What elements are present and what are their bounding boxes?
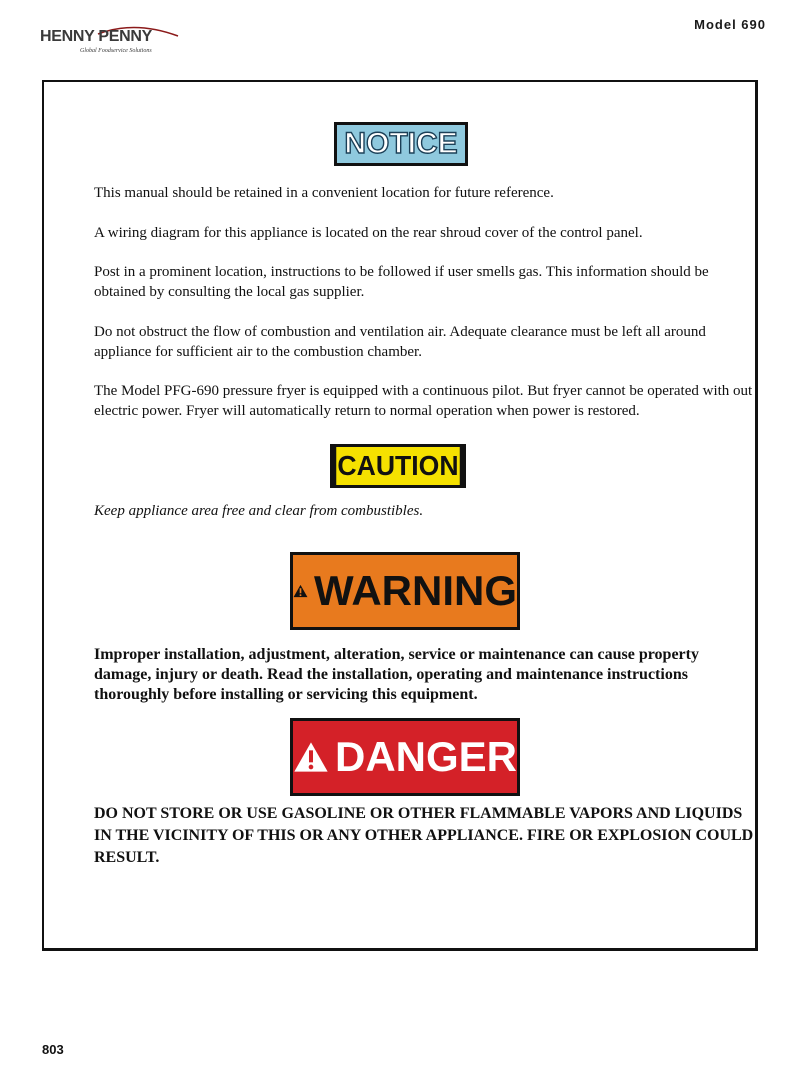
warning-sign-label: WARNING <box>314 567 517 614</box>
notice-sign-label: NOTICE <box>337 125 465 163</box>
brand-name: HENNY PENNY <box>40 28 152 45</box>
notice-paragraph: Do not obstruct the flow of combustion and ventilation air. Adequate clearance must be left all around appliance for sufficient air to the combustion chamber. <box>94 324 706 360</box>
brand-tagline: Global Foodservice Solutions <box>80 48 152 54</box>
alert-triangle-icon <box>293 567 308 615</box>
notice-paragraph: This manual should be retained in a convenient location for future reference. <box>94 185 554 201</box>
notice-paragraph: Post in a prominent location, instructions to be followed if user smells gas. This information should be obtained by consulting the local gas supplier. <box>94 264 709 300</box>
caution-sign-label: CAUTION <box>336 447 460 485</box>
danger-sign-label: DANGER <box>334 733 517 780</box>
warning-sign <box>290 552 520 630</box>
notice-paragraph: The Model PFG-690 pressure fryer is equipped with a continuous pilot. But fryer cannot be operated with out electric power. Fryer will automatically return to normal operation when power is restored. <box>94 383 753 419</box>
danger-sign <box>290 718 520 796</box>
model-label: Model 690 <box>694 17 766 32</box>
caution-sign <box>330 444 466 488</box>
henny-penny-logo <box>40 24 190 68</box>
alert-triangle-icon <box>293 733 329 781</box>
notice-sign <box>334 122 468 166</box>
caution-text: Keep appliance area free and clear from combustibles. <box>94 503 424 519</box>
page-number: 803 <box>42 1042 64 1057</box>
warning-text: Improper installation, adjustment, alteration, service or maintenance can cause property damage, injury or death. Read the installation, operating and maintenance instructions thoroughly before installing or servicing this equipment. <box>94 646 699 703</box>
notice-frame <box>42 80 758 951</box>
notice-paragraph: A wiring diagram for this appliance is located on the rear shroud cover of the control panel. <box>94 225 643 241</box>
danger-text: DO NOT STORE OR USE GASOLINE OR OTHER FLAMMABLE VAPORS AND LIQUIDS IN THE VICINITY OF THIS OR ANY OTHER APPLIANCE. FIRE OR EXPLOSION COULD RESULT. <box>94 805 754 866</box>
